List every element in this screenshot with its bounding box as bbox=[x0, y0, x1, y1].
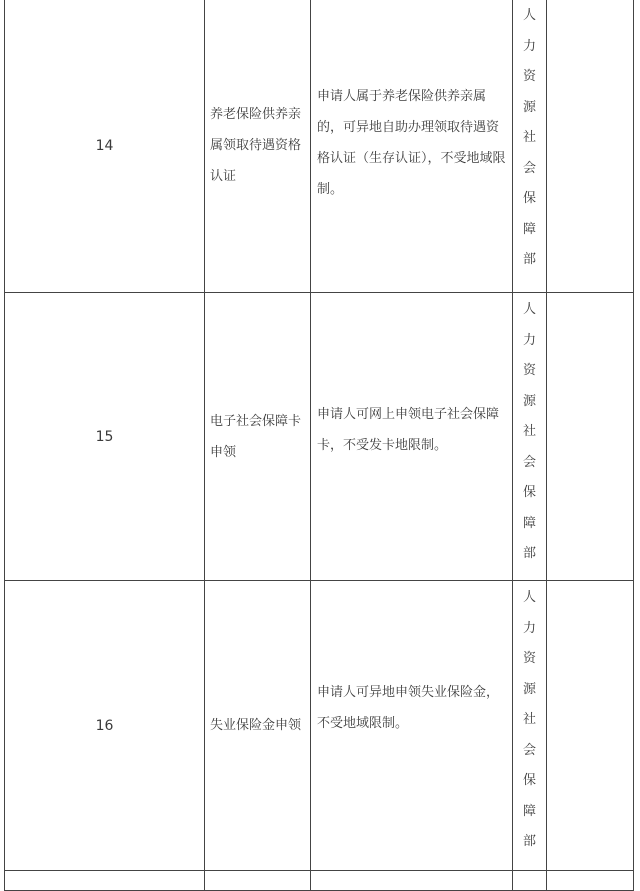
table-row bbox=[5, 0, 634, 293]
department-cell bbox=[513, 293, 547, 581]
service-name: 电子社会保障卡申领 bbox=[205, 293, 311, 581]
row-number: 16 bbox=[5, 581, 205, 871]
department-cell bbox=[513, 0, 547, 293]
table-row bbox=[5, 293, 634, 581]
row-number: 15 bbox=[5, 293, 205, 581]
service-description: 申请人属于养老保险供养亲属的，可异地自助办理领取待遇资格认证（生存认证），不受地域限制。 bbox=[317, 89, 506, 197]
row-number: 14 bbox=[5, 0, 205, 293]
empty-cell bbox=[547, 581, 634, 871]
empty-cell bbox=[205, 871, 311, 891]
responsible-department: 人力资源社会保障部 bbox=[522, 302, 536, 561]
service-description: 申请人可异地申领失业保险金，不受地域限制。 bbox=[317, 685, 500, 731]
empty-cell bbox=[5, 871, 205, 891]
service-description: 申请人可网上申领电子社会保障卡，不受发卡地限制。 bbox=[317, 407, 500, 453]
services-table bbox=[4, 0, 634, 891]
service-description-cell bbox=[311, 581, 513, 871]
service-description-cell bbox=[311, 293, 513, 581]
empty-cell bbox=[547, 293, 634, 581]
empty-cell bbox=[311, 871, 513, 891]
table-row bbox=[5, 871, 634, 891]
service-name: 养老保险供养亲属领取待遇资格认证 bbox=[205, 0, 311, 293]
service-name: 失业保险金申领 bbox=[205, 581, 311, 871]
responsible-department: 人力资源社会保障部 bbox=[522, 590, 536, 849]
department-cell bbox=[513, 581, 547, 871]
service-description-cell bbox=[311, 0, 513, 293]
empty-cell bbox=[547, 871, 634, 891]
empty-cell bbox=[513, 871, 547, 891]
responsible-department: 人力资源社会保障部 bbox=[522, 8, 536, 267]
table-row bbox=[5, 581, 634, 871]
empty-cell bbox=[547, 0, 634, 293]
